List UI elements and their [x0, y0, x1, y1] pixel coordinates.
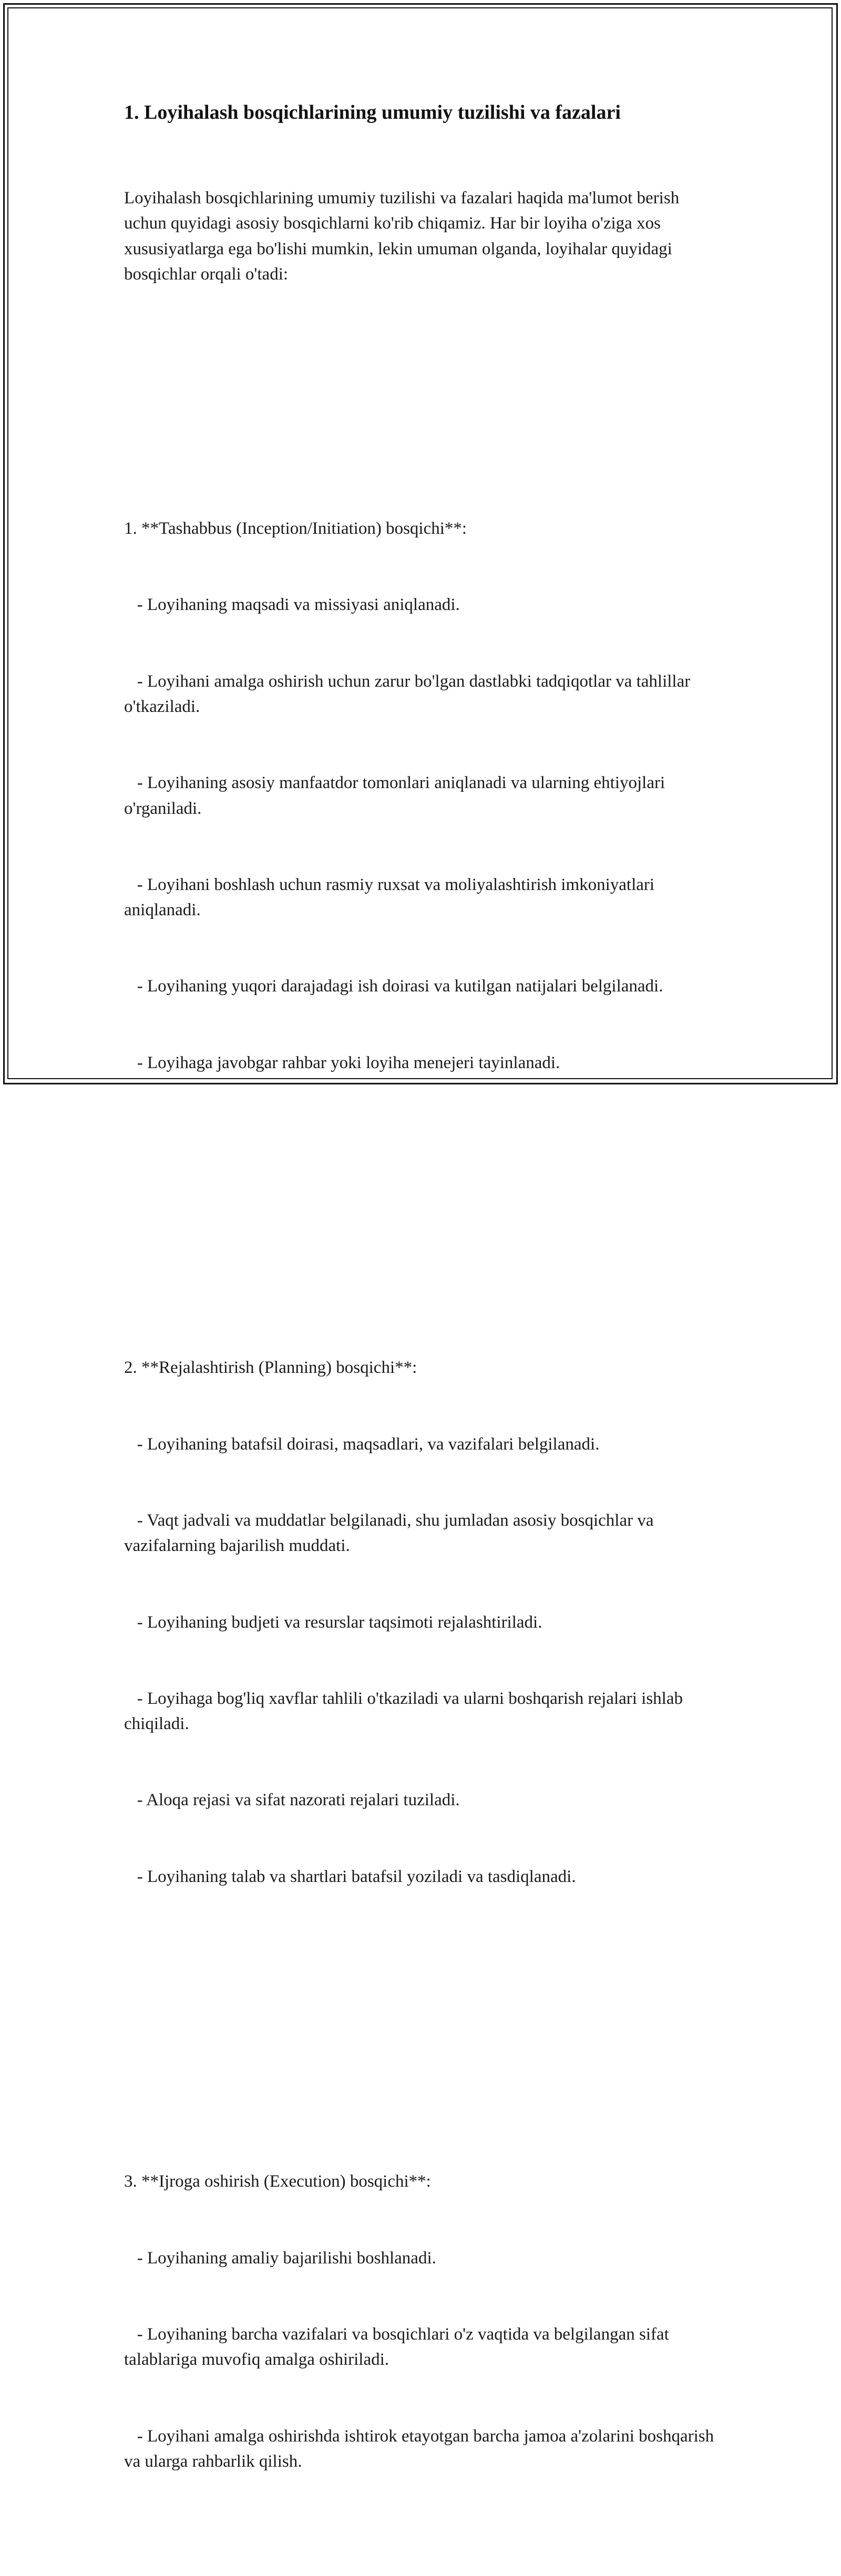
document-body	[124, 135, 723, 2576]
list-item: - Loyihaning amaliy bajarilishi boshlanadi.	[124, 2248, 436, 2268]
list-item: - Loyihani amalga oshirish uchun zarur bo'lgan dastlabki tadqiqotlar va tahlillar o'tkaziladi.	[124, 671, 695, 716]
list-item: - Loyihaning yuqori darajadagi ish doirasi va kutilgan natijalari belgilanadi.	[124, 977, 663, 996]
section-planning	[124, 1305, 723, 1940]
paragraph-gap	[124, 1203, 723, 1228]
list-item: - Loyihaga javobgar rahbar yoki loyiha menejeri tayinlanadi.	[124, 1053, 560, 1072]
list-item: - Loyihaga bog'liq xavflar tahlili o'tkaziladi va ularni boshqarish rejalari ishlab chiqiladi.	[124, 1689, 688, 1734]
section-heading: 3. **Ijroga oshirish (Execution) bosqichi**:	[124, 2172, 431, 2191]
list-item: - Loyihaning budjeti va resurslar taqsimoti rejalashtiriladi.	[124, 1612, 542, 1632]
list-item: - Loyihani boshlash uchun rasmiy ruxsat va moliyalashtirish imkoniyatlari aniqlanadi.	[124, 875, 659, 920]
paragraph-gap	[124, 2016, 723, 2042]
intro-paragraph: Loyihalash bosqichlarining umumiy tuzilishi va fazalari haqida ma'lumot berish uchun quyidagi asosiy bosqichlarni ko'rib chiqamiz. Har bir loyiha o'ziga xos xususiyatlarga ega bo'lishi mumkin, lekin umuman olganda, loyihalar quyidagi bosqichlar orqali o'tadi:	[124, 188, 684, 284]
document-title: 1. Loyihalash bosqichlarining umumiy tuzilishi va fazalari	[124, 101, 621, 123]
list-item: - Loyihaning batafsil doirasi, maqsadlari, va vazifalari belgilanadi.	[124, 1434, 600, 1454]
list-item: - Loyihaning asosiy manfaatdor tomonlari aniqlanadi va ularning ehtiyojlari o'rganiladi.	[124, 773, 670, 818]
document-content	[124, 99, 723, 2576]
section-heading: 2. **Rejalashtirish (Planning) bosqichi**:	[124, 1358, 417, 1378]
section-heading: 1. **Tashabbus (Inception/Initiation) bosqichi**:	[124, 519, 467, 539]
paragraph-gap	[124, 364, 723, 389]
list-item: - Vaqt jadvali va muddatlar belgilanadi, shu jumladan asosiy bosqichlar va vazifalarning bajarilish muddati.	[124, 1511, 658, 1556]
section-execution	[124, 2118, 723, 2526]
list-item: - Loyihani amalga oshirishda ishtirok etayotgan barcha jamoa a'zolarini boshqarish va ularga rahbarlik qilish.	[124, 2426, 719, 2471]
section-initiation	[124, 465, 723, 1126]
list-item: - Loyihaning maqsadi va missiyasi aniqlanadi.	[124, 595, 460, 615]
list-item: - Loyihaning barcha vazifalari va bosqichlari o'z vaqtida va belgilangan sifat talablariga muvofiq amalga oshiriladi.	[124, 2324, 674, 2370]
list-item: - Loyihaning talab va shartlari batafsil yoziladi va tasdiqlanadi.	[124, 1867, 576, 1886]
list-item: - Aloqa rejasi va sifat nazorati rejalari tuziladi.	[124, 1791, 460, 1810]
